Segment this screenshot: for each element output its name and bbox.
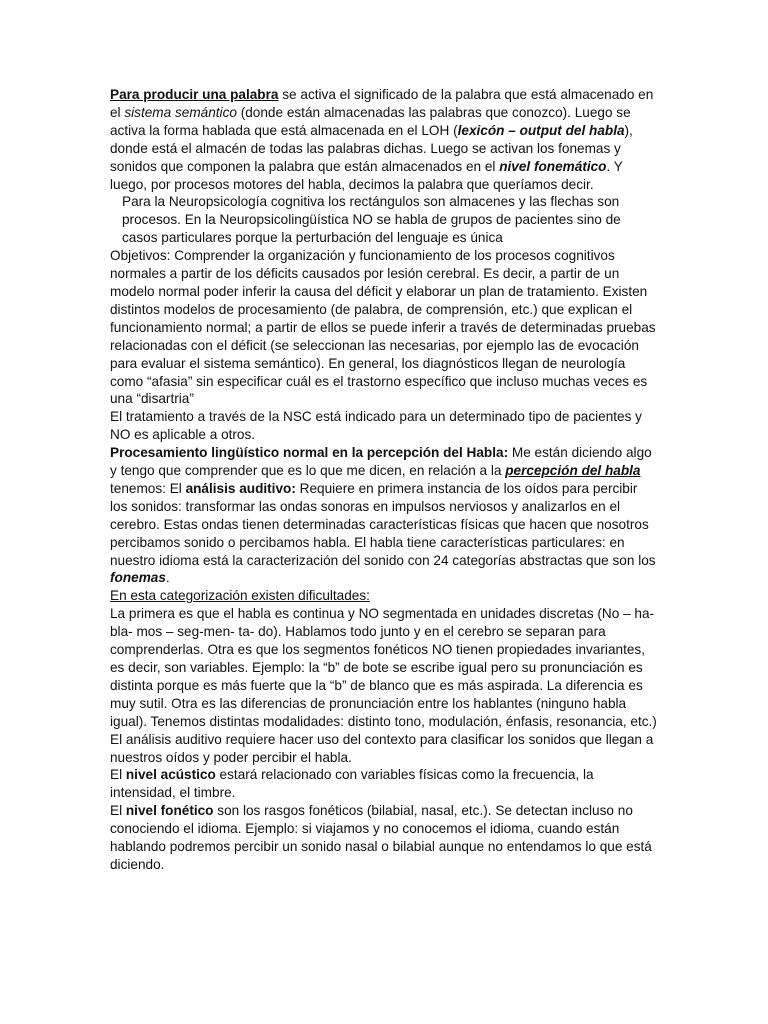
heading-dificultades: En esta categorización existen dificultades:: [110, 588, 370, 604]
paragraph-analisis-contexto: El análisis auditivo requiere hacer uso del contexto para clasificar los sonidos que llegan a nuestros oídos y poder percibir el habla.: [110, 731, 654, 765]
term-nivel-fonetico: nivel fonético: [125, 803, 214, 819]
term-sistema-semantico: sistema semántico: [124, 104, 237, 120]
heading-procesamiento: Procesamiento lingüístico normal en la percepción del Habla:: [110, 445, 509, 461]
term-percepcion-habla: percepción del habla: [505, 463, 641, 479]
paragraph-objetivos: Objetivos: Comprender la organización y funcionamiento de los procesos cognitivos normales a partir de los déficits causados por lesión cerebral. Es decir, a partir de un modelo normal poder inferir la causa del déficit y elaborar un plan de tratamiento. Existen distintos modelos de procesamiento (de palabra, de comprensión, etc.) que explican el funcionamiento normal; a partir de ellos se puede inferir a través de determinadas pruebas relacionadas con el déficit (se seleccionan las necesarias, por ejemplo las de evocación para evaluar el sistema semántico). En general, los diagnósticos llegan de neurología como “afasia” sin especificar cuál es el trastorno específico que incluso muchas veces es una “disartria”: [110, 248, 656, 407]
term-nivel-acustico: nivel acústico: [125, 767, 216, 783]
paragraph-tratamiento: El tratamiento a través de la NSC está indicado para un determinado tipo de pacientes y NO es aplicable a otros.: [110, 409, 642, 443]
document-body: [110, 86, 658, 874]
paragraph-neuropsicologia: Para la Neuropsicología cognitiva los rectángulos son almacenes y las flechas son procesos. En la Neuropsicolingüística NO se habla de grupos de pacientes sino de casos particulares porque la perturbación del lenguaje es única: [122, 194, 621, 246]
paragraph-nivel-acustico: El nivel acústico estará relacionado con variables físicas como la frecuencia, la intensidad, el timbre.: [110, 767, 594, 801]
paragraph-procesamiento: Procesamiento lingüístico normal en la percepción del Habla: Me están diciendo algo y tengo que comprender que es lo que me dicen, en relación a la percepción del habla tenemos: El análisis auditivo: Requiere en primera instancia de los oídos para percibir los sonidos: transformar las ondas sonoras en impulsos nerviosos y analizarlos en el cerebro. Estas ondas tienen determinadas características físicas que hacen que nosotros percibamos sonido o percibamos habla. El habla tiene características particulares: en nuestro idioma está la caracterización del sonido con 24 categorías abstractas que son los fonemas.: [110, 445, 656, 586]
term-analisis-auditivo: análisis auditivo:: [185, 480, 296, 496]
term-fonemas: fonemas: [110, 570, 166, 586]
term-nivel-fonematico: nivel fonemático: [499, 158, 607, 174]
paragraph-nivel-fonetico: El nivel fonético son los rasgos fonéticos (bilabial, nasal, etc.). Se detectan incluso no conociendo el idioma. Ejemplo: si viajamos y no conocemos el idioma, cuando están hablando podremos percibir un sonido nasal o bilabial aunque no entendamos lo que está diciendo.: [110, 803, 652, 872]
term-lexicon-output: lexicón – output del habla: [457, 122, 625, 138]
heading-para-producir: Para producir una palabra: [110, 87, 279, 102]
paragraph-word-production: Para producir una palabra se activa el significado de la palabra que está almacenado en el sistema semántico (donde están almacenadas las palabras que conozco). Luego se activa la forma hablada que está almacenada en el LOH (lexicón – output del habla), donde está el almacén de todas las palabras dichas. Luego se activan los fonemas y sonidos que componen la palabra que están almacenados en el nivel fonemático. Y luego, por procesos motores del habla, decimos la palabra que queríamos decir.: [110, 87, 654, 192]
paragraph-dificultades: La primera es que el habla es continua y NO segmentada en unidades discretas (No – ha- bla- mos – seg-men- ta- do). Hablamos todo junto y en el cerebro se separan para comprenderlas. Otra es que los segmentos fonéticos NO tienen propiedades invariantes, es decir, son variables. Ejemplo: la “b” de bote se escribe igual pero su pronunciación es distinta porque es más fuerte que la “b” de blanco que es más aspirada. La diferencia es muy sutil. Otra es las diferencias de pronunciación entre los hablantes (ninguno habla igual). Tenemos distintas modalidades: distinto tono, modulación, énfasis, resonancia, etc.): [110, 606, 657, 729]
